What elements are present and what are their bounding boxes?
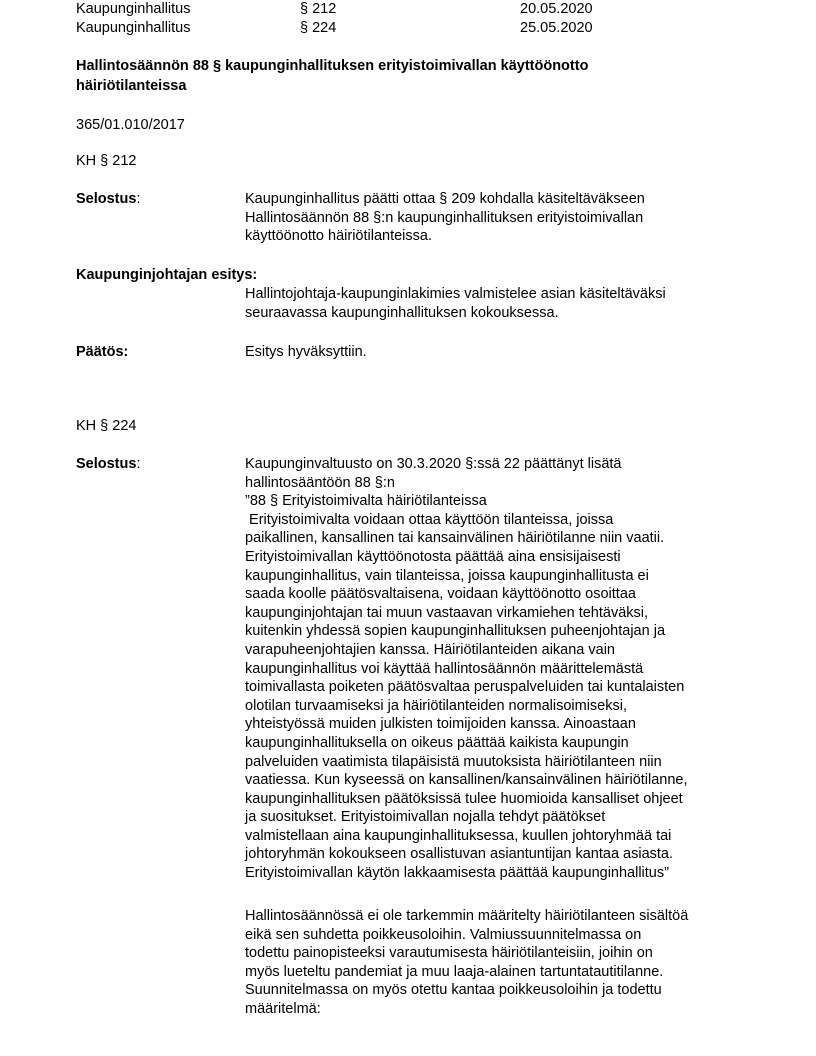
text-line: määritelmä: xyxy=(245,1000,321,1017)
heading-line: häiriötilanteissa xyxy=(76,78,187,94)
text-line: olotilan turvaamiseksi ja häiriötilanteiden normalisoimiseksi, xyxy=(245,697,627,714)
text-line: saada koolle päätösvaltaisena, voidaan käyttöönotto osoittaa xyxy=(245,586,636,603)
selostus-colon: : xyxy=(136,191,141,207)
text-line: toimivallasta poiketen päätösvaltaa peruspalveluiden tai kuntalaisten xyxy=(245,679,685,696)
record-section: § 224 xyxy=(300,20,337,36)
text-line: yhteistyössä muiden julkisten toimijoiden kanssa. Ainoastaan xyxy=(245,716,636,733)
section-ref-224: KH § 224 xyxy=(76,418,137,434)
text-line: Erityistoimivallan käyttöönotosta päättää aina ensisijaisesti xyxy=(245,548,621,565)
diary-number: 365/01.010/2017 xyxy=(76,117,185,133)
text-line: Kaupunginvaltuusto on 30.3.2020 §:ssä 22 päättänyt lisätä xyxy=(245,456,622,472)
paatos-label: Päätös: xyxy=(76,344,129,360)
text-line: kuitenkin yhdessä sopien kaupunginhallituksen puheenjohtajan ja xyxy=(245,623,666,640)
text-line: kaupunginhallitus voi käyttää hallintosäännön määrittelemästä xyxy=(245,660,644,677)
text-line: kaupunginjohtajan tai muun vastaavan virkamiehen tehtäväksi, xyxy=(245,604,649,621)
selostus-label-text: Selostus xyxy=(76,191,137,207)
esitys-label: Kaupunginjohtajan esitys: xyxy=(76,267,258,283)
text-line: ”88 § Erityistoimivalta häiriötilanteissa xyxy=(245,493,487,510)
text-line: varapuheenjohtajien kanssa. Häiriötilanteiden aikana vain xyxy=(245,641,615,658)
text-line: Erityistoimivallan käytön lakkaamisesta päättää kaupunginhallitus” xyxy=(245,865,669,882)
text-line: seuraavassa kaupunginhallituksen kokouksessa. xyxy=(245,304,559,321)
text-line: kaupunginhallituksella on oikeus päättää kaikista kaupungin xyxy=(245,734,629,751)
selostus-label-224 xyxy=(76,455,140,473)
record-section: § 212 xyxy=(300,1,337,17)
text-line: hallintosääntöön 88 §:n xyxy=(245,474,395,491)
record-date: 25.05.2020 xyxy=(520,20,593,36)
text-line: johtoryhmän kokoukseen osallistuvan asiantuntijan kantaa asiasta. xyxy=(245,846,674,863)
selostus-colon: : xyxy=(136,456,141,472)
text-line: Hallintosäännössä ei ole tarkemmin määritelty häiriötilanteen sisältöä xyxy=(245,908,689,924)
selostus-text-212 xyxy=(245,190,765,246)
selostus-label-212 xyxy=(76,190,140,208)
text-line: vaatiessa. Kun kyseessä on kansallinen/kansainvälinen häiriötilanne, xyxy=(245,772,688,789)
paragraph-2 xyxy=(245,907,765,1019)
text-line: Hallintosäännön 88 §:n kaupunginhallituksen erityistoimivallan xyxy=(245,209,644,226)
text-line: Suunnitelmassa on myös otettu kantaa poikkeusoloihin ja todettu xyxy=(245,982,662,999)
record-body: Kaupunginhallitus xyxy=(76,20,191,36)
text-line: Erityistoimivalta voidaan ottaa käyttöön tilanteissa, joissa xyxy=(245,511,614,528)
selostus-label-text: Selostus xyxy=(76,456,137,472)
text-line: kaupunginhallituksen päätöksissä tulee huomioida kansalliset ohjeet xyxy=(245,790,683,807)
text-line: käyttöönotto häiriötilanteissa. xyxy=(245,228,432,245)
text-line: valmistellaan aina kaupunginhallituksessa, kuullen johtoryhmää tai xyxy=(245,827,672,844)
text-line: ja suositukset. Erityistoimivallan nojalla tehdyt päätökset xyxy=(245,809,606,826)
text-line: kaupunginhallitus, vain tilanteissa, joissa kaupunginhallitusta ei xyxy=(245,567,649,584)
text-line: palveluiden vaatimista tilapäisistä muutoksista häiriötilanteen niin xyxy=(245,753,662,770)
heading-line: Hallintosäännön 88 § kaupunginhallituksen erityistoimivallan käyttöönotto xyxy=(76,58,589,74)
text-line: todettu painopisteeksi varautumisesta häiriötilanteisiin, joihin on xyxy=(245,945,653,962)
record-date: 20.05.2020 xyxy=(520,1,593,17)
text-line: Kaupunginhallitus päätti ottaa § 209 kohdalla käsiteltäväkseen xyxy=(245,191,645,207)
text-line: myös lueteltu pandemiat ja muu laaja-alainen tartuntatautitilanne. xyxy=(245,963,664,980)
text-line: paikallinen, kansallinen tai kansainvälinen häiriötilanne niin vaatii. xyxy=(245,530,665,547)
section-ref-212: KH § 212 xyxy=(76,153,137,169)
text-line: Hallintojohtaja-kaupunginlakimies valmistelee asian käsiteltäväksi xyxy=(245,286,666,302)
paatos-text: Esitys hyväksyttiin. xyxy=(245,344,367,360)
esitys-text xyxy=(245,285,765,322)
record-body: Kaupunginhallitus xyxy=(76,1,191,17)
selostus-text-224 xyxy=(245,455,765,883)
text-line: eikä sen suhdetta poikkeusoloihin. Valmiussuunnitelmassa on xyxy=(245,926,642,943)
